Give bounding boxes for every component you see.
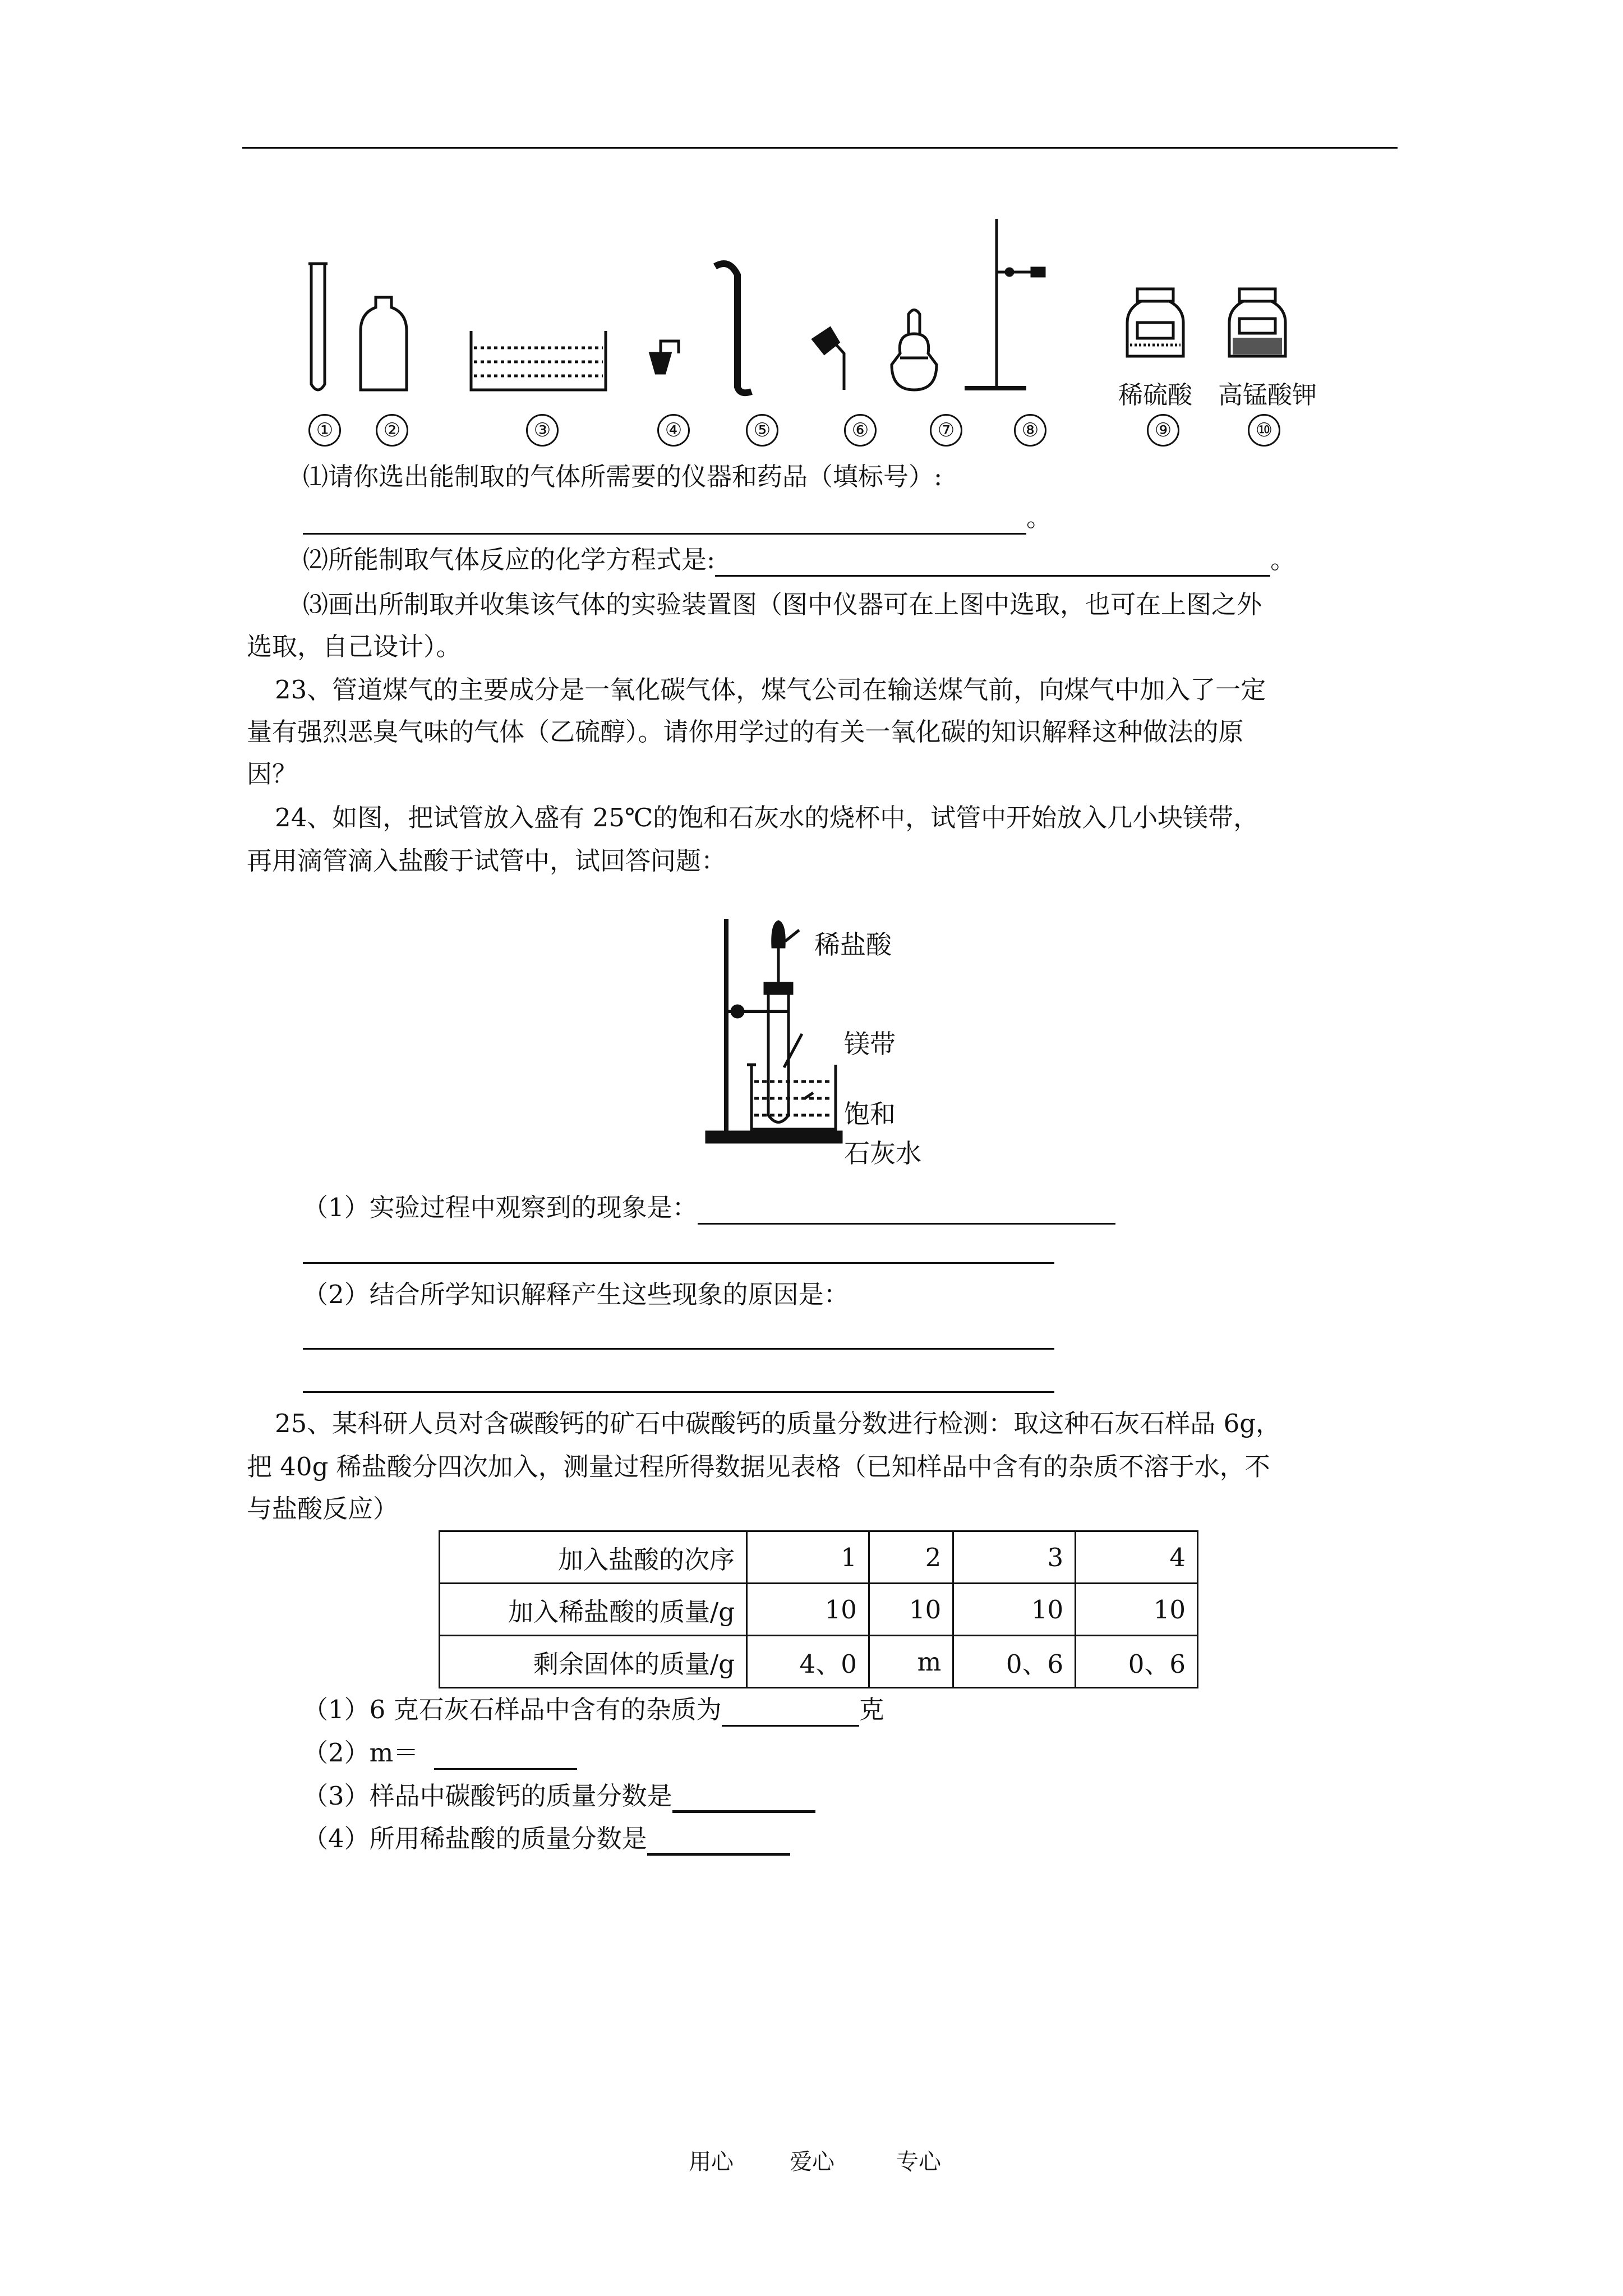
alcohol-lamp-icon [892, 310, 937, 390]
footer-c: 专心 [896, 2149, 941, 2175]
table-row [440, 1531, 1198, 1584]
table-cell: 3 [953, 1531, 1076, 1584]
table-cell: 10 [953, 1584, 1076, 1636]
q24-part2-blank-2[interactable] [303, 1391, 1054, 1393]
iron-stand-icon [965, 219, 1044, 388]
q22-part3-line2: 选取，自己设计）。 [247, 632, 462, 661]
test-tube-icon [308, 264, 328, 390]
gas-jar-icon [361, 297, 407, 390]
table-cell: m [869, 1636, 953, 1688]
q22-part3-line1: ⑶画出所制取并收集该气体的实验装置图（图中仪器可在上图中选取，也可在上图之外 [303, 590, 1262, 619]
q25-part1-blank[interactable] [722, 1701, 859, 1727]
q25-part3-blank[interactable] [672, 1787, 815, 1813]
label-4: ④ [657, 414, 690, 447]
q24-line2: 再用滴管滴入盐酸于试管中，试回答问题： [247, 846, 727, 876]
q25-part3: （3）样品中碳酸钙的质量分数是 [303, 1779, 815, 1813]
page-footer [689, 2144, 941, 2176]
q23-line3: 因？ [247, 759, 298, 789]
q25-part1: （1）6 克石灰石样品中含有的杂质为 克 [303, 1693, 884, 1727]
q25-line2: 把 40g 稀盐酸分四次加入，测量过程所得数据见表格（已知样品中含有的杂质不溶于水，不 [247, 1452, 1270, 1481]
footer-b: 爱心 [790, 2149, 834, 2175]
table-cell: 10 [1076, 1584, 1198, 1636]
table-cell: 10 [747, 1584, 869, 1636]
q24-line1: 24、如图，把试管放入盛有 25℃的饱和石灰水的烧杯中，试管中开始放入几小块镁带， [275, 803, 1259, 832]
reagent-bottle-sulfuric-icon [1127, 289, 1183, 356]
q24-part2: （2）结合所学知识解释产生这些现象的原因是： [303, 1280, 849, 1309]
header-rule [242, 147, 1398, 149]
q22-part1-blank[interactable] [303, 509, 1026, 535]
bottle9-label: 稀硫酸 [1118, 381, 1192, 409]
label-5: ⑤ [746, 414, 778, 447]
stopper-icon [651, 341, 679, 373]
table-cell: 10 [869, 1584, 953, 1636]
bent-tube-stopper-icon [813, 328, 844, 390]
label-6: ⑥ [844, 414, 877, 447]
table-cell: 1 [747, 1531, 869, 1584]
q24-part2-blank-1[interactable] [303, 1348, 1054, 1350]
table-cell: 0、6 [1076, 1636, 1198, 1688]
table-cell: 剩余固体的质量/g [440, 1636, 747, 1688]
q25-part2-blank[interactable] [434, 1745, 577, 1770]
reagent-bottle-kmno4-icon [1229, 289, 1285, 356]
apparatus-figure [292, 213, 1391, 398]
fig-label-saturated: 饱和 [844, 1099, 896, 1129]
q22-part1: ⑴请你选出能制取的气体所需要的仪器和药品（填标号）: [303, 462, 943, 491]
q23-line1: 23、管道煤气的主要成分是一氧化碳气体，煤气公司在输送煤气前，向煤气中加入了一定 [275, 675, 1266, 705]
table-row [440, 1636, 1198, 1688]
table-cell: 0、6 [953, 1636, 1076, 1688]
label-10: ⑩ [1248, 414, 1280, 447]
table-cell: 4、0 [747, 1636, 869, 1688]
q25-part4: （4）所用稀盐酸的质量分数是 [303, 1822, 790, 1856]
q24-part1-blank[interactable] [698, 1199, 1115, 1225]
q24-part1-blank-2[interactable] [303, 1262, 1054, 1264]
q25-part2: （2）m＝ [303, 1736, 577, 1770]
q25-data-table [439, 1530, 1198, 1688]
table-cell: 4 [1076, 1531, 1198, 1584]
label-2: ② [376, 414, 408, 447]
water-trough-icon [471, 331, 606, 390]
footer-a: 用心 [689, 2149, 734, 2175]
table-row [440, 1584, 1198, 1636]
label-9: ⑨ [1147, 414, 1179, 447]
label-1: ① [308, 414, 341, 447]
fig-label-limewater: 石灰水 [844, 1138, 921, 1168]
q25-line3: 与盐酸反应） [247, 1494, 399, 1524]
q25-line1: 25、某科研人员对含碳酸钙的矿石中碳酸钙的质量分数进行检测：取这种石灰石样品 6g， [275, 1409, 1281, 1438]
label-3: ③ [526, 414, 559, 447]
delivery-tube-icon [715, 264, 751, 393]
label-7: ⑦ [930, 414, 962, 447]
label-8: ⑧ [1014, 414, 1046, 447]
q24-part1: （1）实验过程中观察到的现象是： [303, 1191, 1115, 1225]
q22-part2-blank[interactable] [715, 551, 1270, 577]
fig-label-mg: 镁带 [844, 1029, 896, 1059]
bottle10-label: 高锰酸钾 [1218, 381, 1317, 409]
q22-part2: ⑵所能制取气体反应的化学方程式是: 。 [303, 543, 1295, 577]
table-cell: 加入稀盐酸的质量/g [440, 1584, 747, 1636]
q22-part1-answer: 。 [303, 501, 1052, 535]
fig-label-acid: 稀盐酸 [814, 930, 892, 960]
table-cell: 2 [869, 1531, 953, 1584]
q25-part4-blank[interactable] [647, 1829, 790, 1856]
table-cell: 加入盐酸的次序 [440, 1531, 747, 1584]
q23-line2: 量有强烈恶臭气味的气体（乙硫醇）。请你用学过的有关一氧化碳的知识解释这种做法的原 [247, 717, 1244, 747]
